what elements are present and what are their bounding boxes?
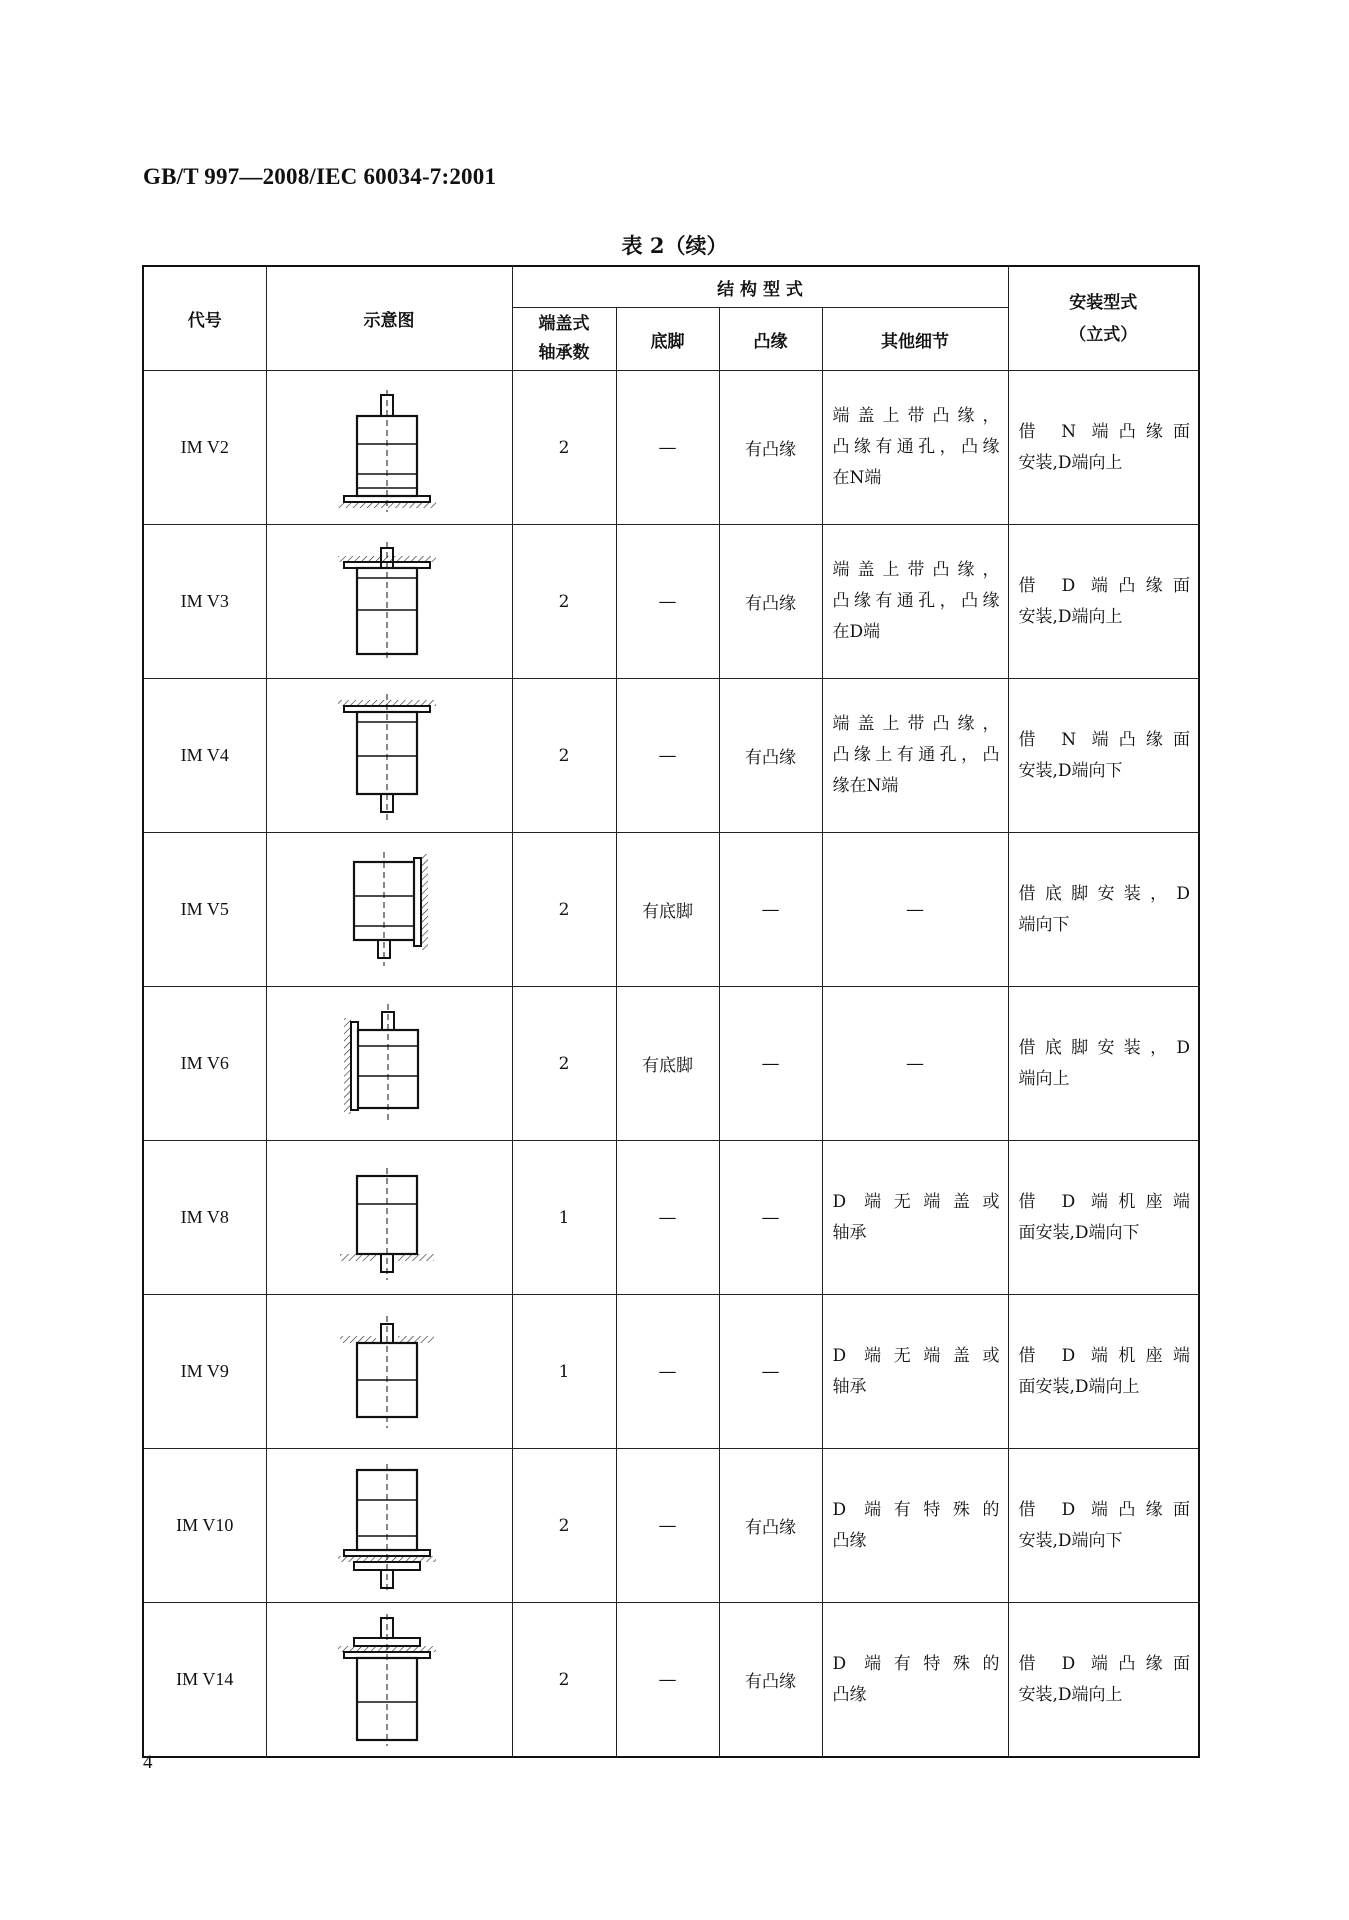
row-flange: 有凸缘 — [719, 1449, 822, 1603]
row-other: 端盖上带凸缘， 凸缘有通孔，凸缘 在N端 — [822, 371, 1008, 525]
col-header-flange: 凸缘 — [719, 308, 822, 371]
row-code: IM V8 — [143, 1141, 266, 1295]
col-header-feet: 底脚 — [616, 308, 719, 371]
table-row — [143, 525, 1199, 679]
row-mounting: 借底脚安装，D 端向上 — [1008, 987, 1199, 1141]
document-header: GB/T 997—2008/IEC 60034-7:2001 — [143, 164, 497, 189]
row-flange: — — [719, 1295, 822, 1449]
row-flange: — — [719, 987, 822, 1141]
row-mounting: 借 D 端机座端 面安装,D端向下 — [1008, 1141, 1199, 1295]
col-header-structure: 结 构 型 式 — [512, 266, 1008, 308]
row-code: IM V6 — [143, 987, 266, 1141]
row-code: IM V4 — [143, 679, 266, 833]
col-header-diagram: 示意图 — [266, 266, 512, 371]
row-mounting: 借 N 端凸缘面 安装,D端向下 — [1008, 679, 1199, 833]
v2-icon — [266, 371, 512, 525]
row-other: D 端有特殊的 凸缘 — [822, 1603, 1008, 1758]
row-bearings: 2 — [512, 525, 616, 679]
v6-icon — [266, 987, 512, 1141]
row-mounting: 借 D 端凸缘面 安装,D端向下 — [1008, 1449, 1199, 1603]
row-bearings: 2 — [512, 1603, 616, 1758]
row-code: IM V5 — [143, 833, 266, 987]
row-mounting: 借 D 端凸缘面 安装,D端向上 — [1008, 1603, 1199, 1758]
row-flange: 有凸缘 — [719, 679, 822, 833]
row-feet: — — [616, 1449, 719, 1603]
table-row — [143, 1141, 1199, 1295]
table-row — [143, 1449, 1199, 1603]
row-feet: — — [616, 371, 719, 525]
row-feet: — — [616, 1603, 719, 1758]
v9-icon — [266, 1295, 512, 1449]
row-bearings: 2 — [512, 1449, 616, 1603]
row-mounting: 借 D 端机座端 面安装,D端向上 — [1008, 1295, 1199, 1449]
table-row — [143, 679, 1199, 833]
row-mounting: 借底脚安装，D 端向下 — [1008, 833, 1199, 987]
col-header-other: 其他细节 — [822, 308, 1008, 371]
row-other: 端盖上带凸缘， 凸缘上有通孔，凸 缘在N端 — [822, 679, 1008, 833]
v8-icon — [266, 1141, 512, 1295]
table-caption: 表 2（续） — [621, 233, 728, 258]
mounting-types-table — [142, 265, 1200, 1758]
table-row — [143, 833, 1199, 987]
v10-icon — [266, 1449, 512, 1603]
table-row — [143, 1603, 1199, 1758]
row-code: IM V3 — [143, 525, 266, 679]
row-bearings: 2 — [512, 987, 616, 1141]
v14-icon — [266, 1603, 512, 1758]
page-number: 4 — [143, 1752, 153, 1773]
table-row — [143, 1295, 1199, 1449]
row-feet: — — [616, 525, 719, 679]
row-feet: — — [616, 679, 719, 833]
row-code: IM V10 — [143, 1449, 266, 1603]
row-feet: — — [616, 1295, 719, 1449]
row-bearings: 2 — [512, 679, 616, 833]
row-flange: 有凸缘 — [719, 371, 822, 525]
v5-icon — [266, 833, 512, 987]
row-feet: 有底脚 — [616, 987, 719, 1141]
row-other: — — [822, 833, 1008, 987]
col-header-bearings: 端盖式 轴承数 — [512, 308, 616, 371]
row-other: D 端无端盖或 轴承 — [822, 1141, 1008, 1295]
row-code: IM V2 — [143, 371, 266, 525]
row-feet: 有底脚 — [616, 833, 719, 987]
row-flange: 有凸缘 — [719, 1603, 822, 1758]
table-row — [143, 371, 1199, 525]
row-mounting: 借 D 端凸缘面 安装,D端向上 — [1008, 525, 1199, 679]
row-flange: — — [719, 833, 822, 987]
row-other: D 端无端盖或 轴承 — [822, 1295, 1008, 1449]
row-code: IM V14 — [143, 1603, 266, 1758]
row-other: D 端有特殊的 凸缘 — [822, 1449, 1008, 1603]
row-mounting: 借 N 端凸缘面 安装,D端向上 — [1008, 371, 1199, 525]
v4-icon — [266, 679, 512, 833]
row-flange: — — [719, 1141, 822, 1295]
row-feet: — — [616, 1141, 719, 1295]
col-header-code: 代号 — [143, 266, 266, 371]
row-other: — — [822, 987, 1008, 1141]
v3-icon — [266, 525, 512, 679]
table-row — [143, 987, 1199, 1141]
row-code: IM V9 — [143, 1295, 266, 1449]
row-bearings: 2 — [512, 833, 616, 987]
row-bearings: 1 — [512, 1141, 616, 1295]
row-other: 端盖上带凸缘， 凸缘有通孔，凸缘 在D端 — [822, 525, 1008, 679]
row-flange: 有凸缘 — [719, 525, 822, 679]
col-header-mounting: 安装型式 （立式） — [1008, 266, 1199, 371]
row-bearings: 1 — [512, 1295, 616, 1449]
row-bearings: 2 — [512, 371, 616, 525]
